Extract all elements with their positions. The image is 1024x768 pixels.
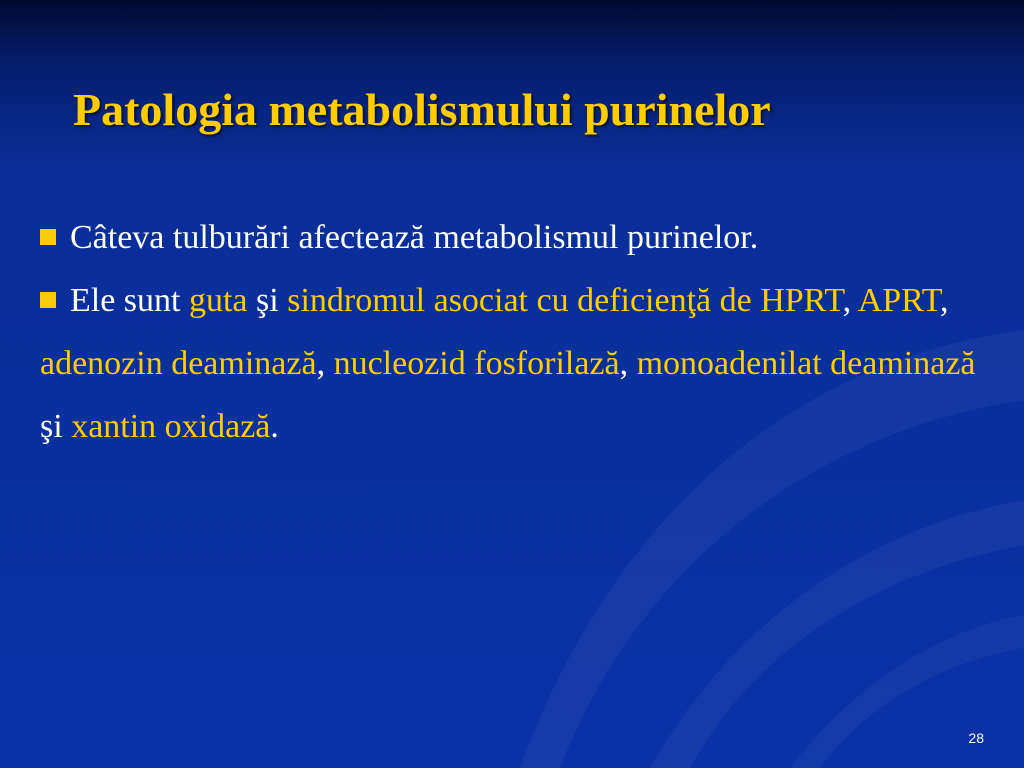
bullet-text: ,: [316, 345, 334, 382]
highlighted-term: nucleozid fosforilază: [333, 345, 620, 382]
bullet-text: ,: [940, 282, 949, 319]
square-bullet-icon: [40, 292, 56, 308]
slide-title: Patologia metabolismului purinelor: [73, 84, 771, 135]
highlighted-term: sindromul asociat cu deficienţă de HPRT: [287, 282, 843, 319]
bullet-text: şi: [40, 408, 72, 445]
page-number: 28: [968, 730, 984, 746]
highlighted-term: xantin oxidază: [71, 408, 271, 445]
bullet-item: [40, 206, 980, 269]
highlighted-term: monoadenilat deaminază: [636, 345, 976, 382]
square-bullet-icon: [40, 229, 56, 245]
bullet-text: Ele sunt: [70, 282, 189, 319]
bullet-text: Câteva tulburări afectează metabolismul purinelor.: [70, 219, 759, 256]
bullet-text: şi: [247, 282, 288, 319]
bullet-text: .: [270, 408, 279, 445]
highlighted-term: adenozin deaminază: [40, 345, 317, 382]
highlighted-term: APRT: [857, 282, 941, 319]
bullet-item: [40, 269, 980, 458]
bullet-text: ,: [842, 282, 858, 319]
highlighted-term: guta: [188, 282, 248, 319]
bullet-text: ,: [619, 345, 637, 382]
bullet-list: [40, 206, 980, 458]
